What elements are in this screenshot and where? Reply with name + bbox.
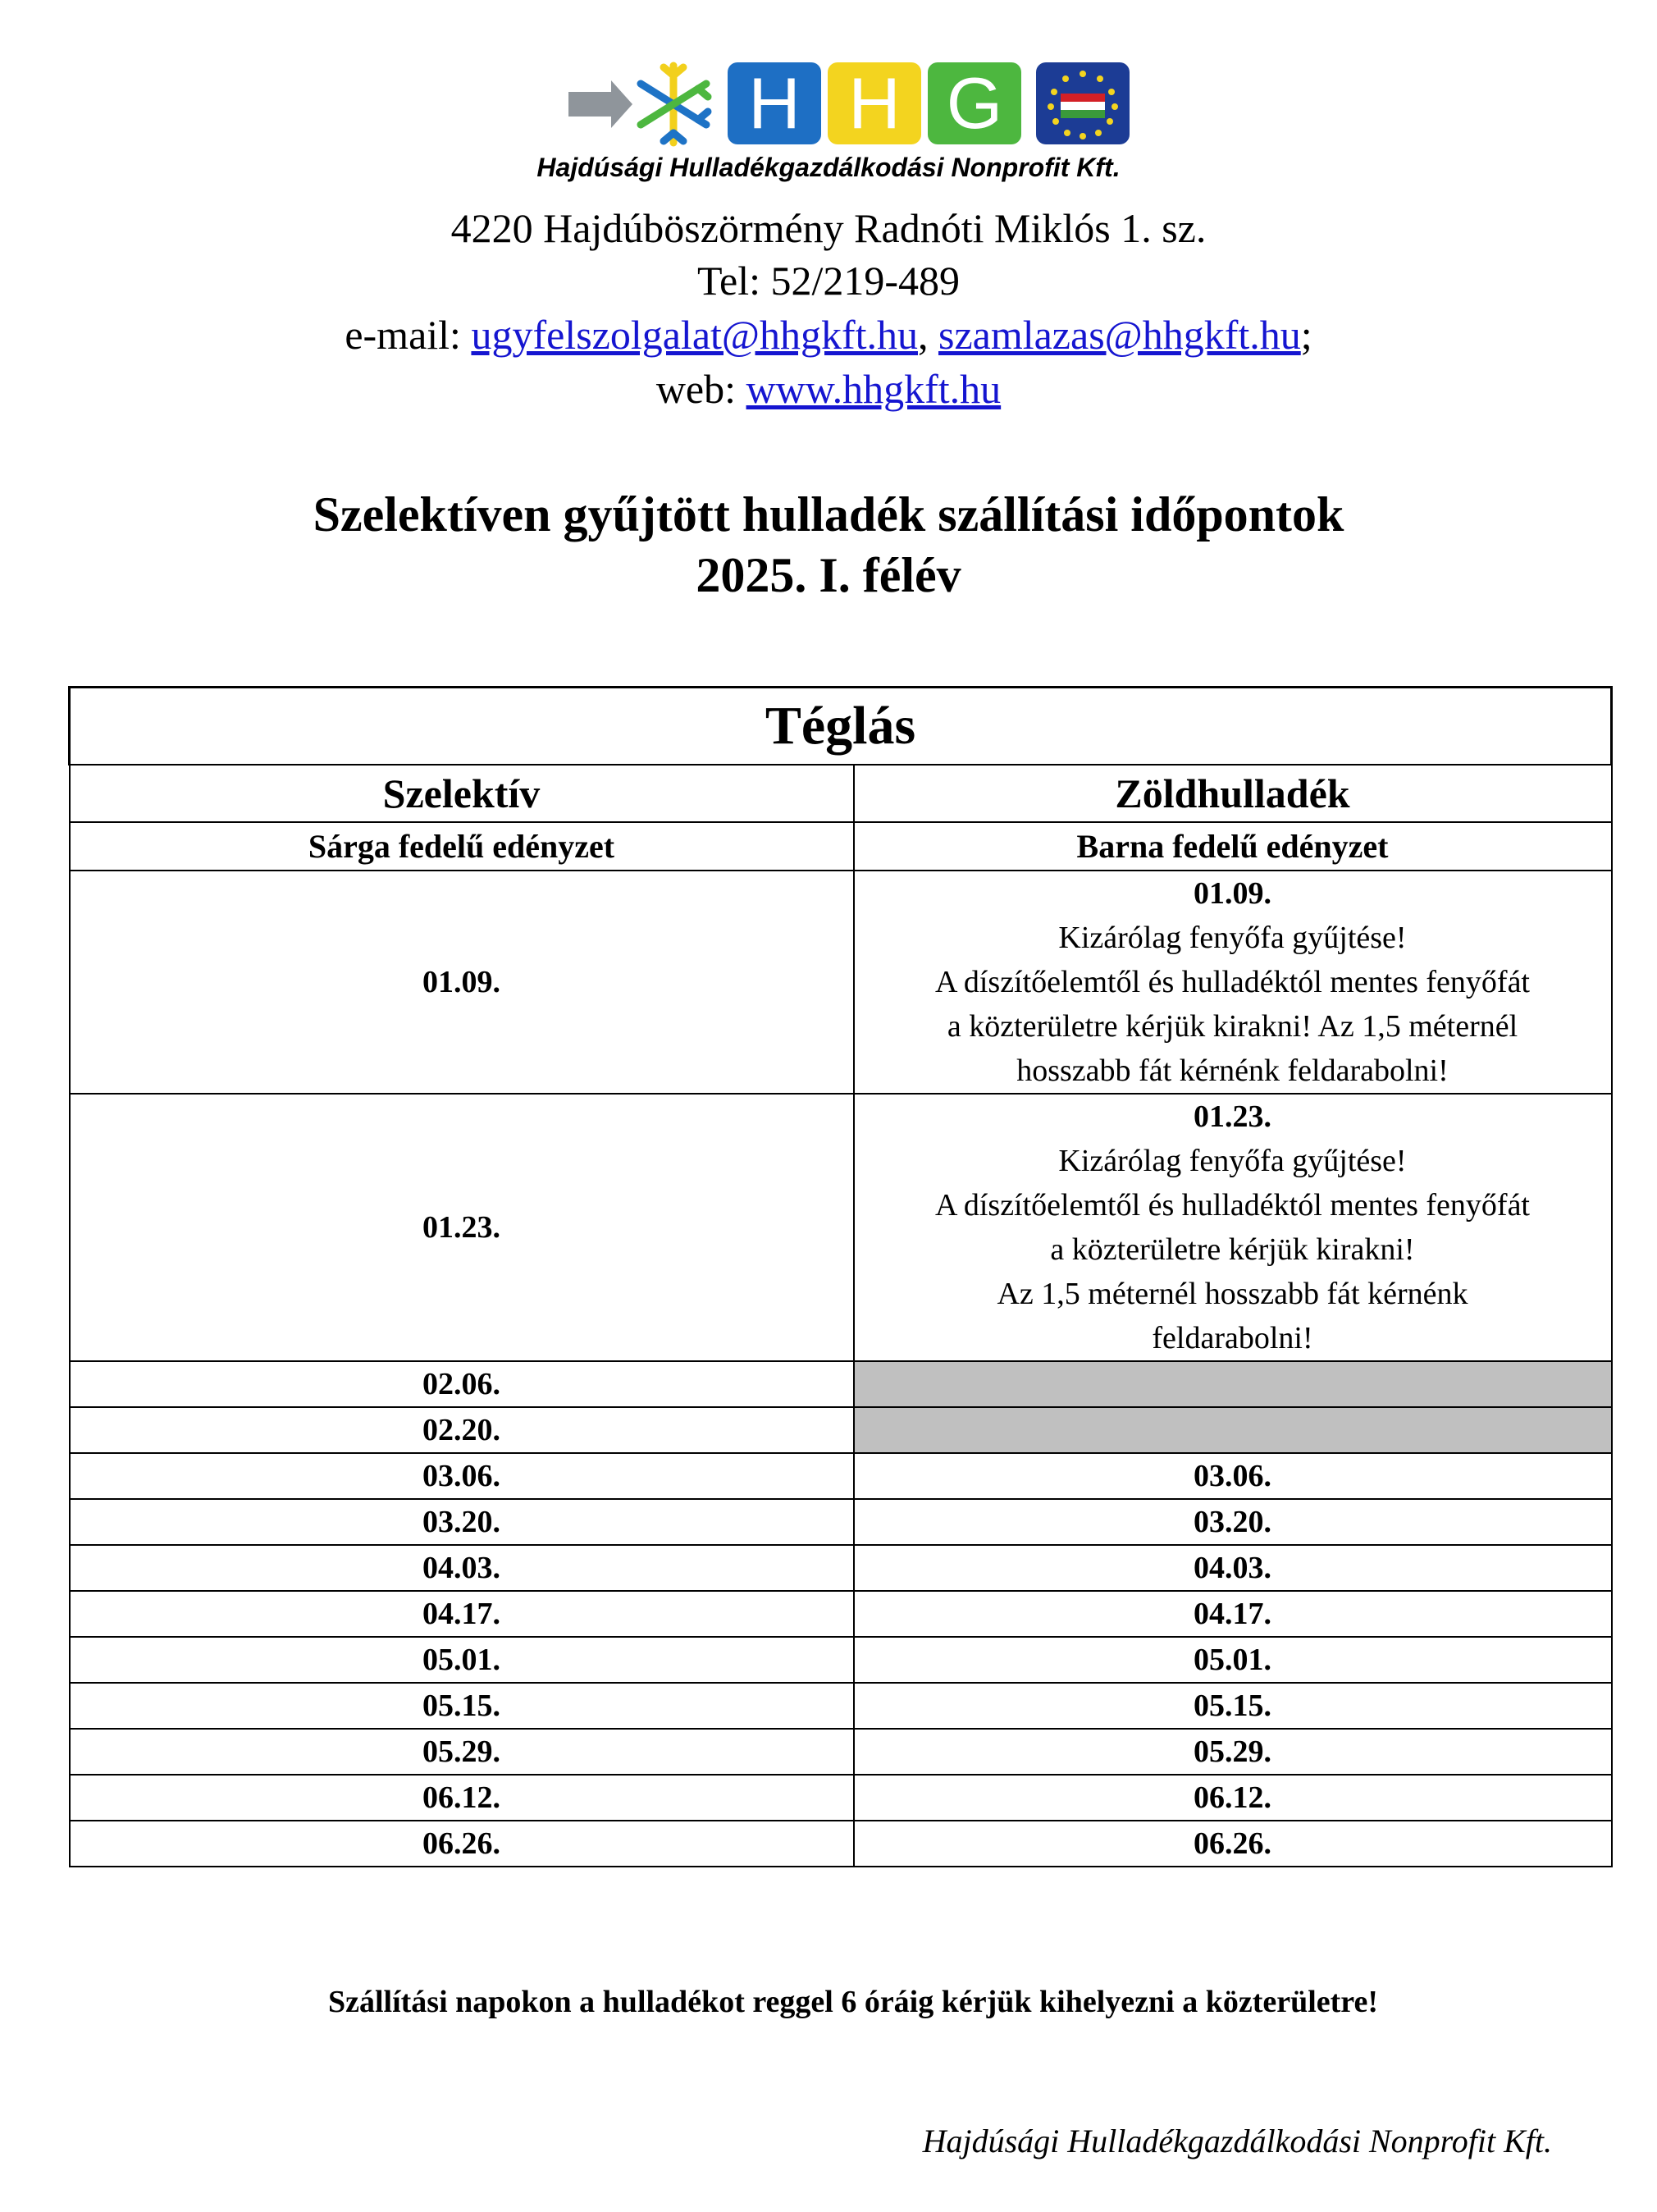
col-header-selective: Szelektív [70,765,854,822]
table-row [70,871,1612,1094]
pine-note-line: Az 1,5 méternél hosszabb fát kérnénk [997,1277,1468,1311]
selective-date: 01.09. [70,871,854,1094]
delivery-note: Szállítási napokon a hulladékot reggel 6 óráig kérjük kihelyezni a közterületre! [327,1985,1379,2019]
green-waste-date: 01.23. [1194,1099,1271,1134]
green-waste-date: 03.06. [854,1453,1612,1499]
table-row [70,1545,1612,1591]
green-waste-date: 06.26. [854,1821,1612,1867]
selective-date: 03.06. [70,1453,854,1499]
town-name: Téglás [70,688,1612,766]
green-waste-cell [854,871,1612,1094]
selective-date: 01.23. [70,1094,854,1361]
snowflake-arrow-icon [568,59,716,149]
pine-note-line: A díszítőelemtől és hulladéktól mentes fenyőfát [935,965,1530,999]
table-row [70,1729,1612,1775]
col-header-green-waste: Zöldhulladék [854,765,1612,822]
green-waste-date: 04.03. [854,1545,1612,1591]
company-name-logo-text: Hajdúsági Hulladékgazdálkodási Nonprofit Kft. [536,153,1121,182]
table-row [70,1591,1612,1637]
web-label: web: [655,366,746,412]
green-waste-date: 05.15. [854,1683,1612,1729]
selective-date: 06.12. [70,1775,854,1821]
website-link[interactable]: www.hhgkft.hu [746,366,1002,412]
col-sub-brown-bin: Barna fedelű edényzet [854,822,1612,871]
table-row [70,1821,1612,1867]
phone: Tel: 52/219-489 [696,258,961,304]
document-title: Szelektíven gyűjtött hulladék szállítási időpontok [313,487,1344,542]
selective-date: 02.20. [70,1407,854,1453]
pine-note-line: feldarabolni! [1152,1321,1313,1355]
eu-hungary-flag-icon [1036,62,1130,144]
selective-date: 05.01. [70,1637,854,1683]
address: 4220 Hajdúböszörmény Radnóti Miklós 1. sz. [450,205,1207,251]
selective-date: 05.15. [70,1683,854,1729]
table-row [70,1775,1612,1821]
table-row [70,1094,1612,1361]
table-row [70,1407,1612,1453]
selective-date: 04.03. [70,1545,854,1591]
email-link-customer-service[interactable]: ugyfelszolgalat@hhgkft.hu [471,312,918,358]
pine-note-line: a közterületre kérjük kirakni! [1050,1232,1415,1267]
logo-letter-h2: H [828,62,921,144]
green-waste-cell [854,1094,1612,1361]
table-row [70,1683,1612,1729]
hhg-logo [568,59,1134,149]
table-row [70,1499,1612,1545]
selective-date: 04.17. [70,1591,854,1637]
email-line [0,310,1657,359]
email-link-billing[interactable]: szamlazas@hhgkft.hu [938,312,1301,358]
selective-date: 06.26. [70,1821,854,1867]
logo-letter-h1: H [728,62,821,144]
email-end: ; [1300,312,1312,358]
pine-note-line: hosszabb fát kérnénk feldarabolni! [1016,1053,1449,1088]
green-waste-empty-cell [854,1407,1612,1453]
schedule-table [68,686,1613,1867]
green-waste-date: 01.09. [1194,876,1271,911]
table-row [70,1361,1612,1407]
email-separator: , [917,312,938,358]
email-label: e-mail: [345,312,472,358]
table-row [70,1453,1612,1499]
green-waste-empty-cell [854,1361,1612,1407]
green-waste-date: 05.01. [854,1637,1612,1683]
pine-note-line: Kizárólag fenyőfa gyűjtése! [1058,1144,1407,1178]
selective-date: 03.20. [70,1499,854,1545]
table-row [70,1637,1612,1683]
green-waste-date: 06.12. [854,1775,1612,1821]
selective-date: 05.29. [70,1729,854,1775]
document-period: 2025. I. félév [696,548,961,602]
pine-note-line: Kizárólag fenyőfa gyűjtése! [1058,921,1407,955]
selective-date: 02.06. [70,1361,854,1407]
logo-letter-g: G [928,62,1021,144]
signature: Hajdúsági Hulladékgazdálkodási Nonprofit Kft. [922,2123,1552,2159]
green-waste-date: 04.17. [854,1591,1612,1637]
green-waste-date: 05.29. [854,1729,1612,1775]
web-line [0,364,1657,414]
green-waste-date: 03.20. [854,1499,1612,1545]
pine-note-line: a közterületre kérjük kirakni! Az 1,5 méternél [947,1009,1518,1044]
col-sub-yellow-bin: Sárga fedelű edényzet [70,822,854,871]
pine-note-line: A díszítőelemtől és hulladéktól mentes fenyőfát [935,1188,1530,1223]
